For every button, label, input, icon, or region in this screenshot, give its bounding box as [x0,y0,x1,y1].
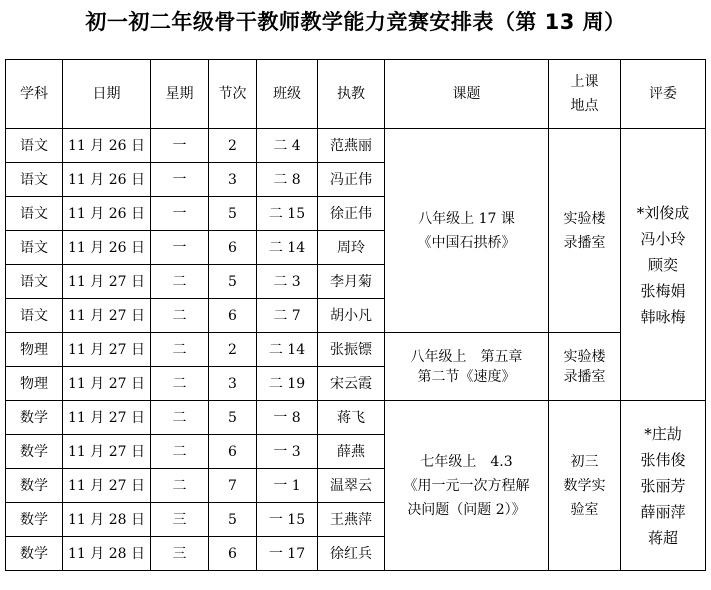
cell-subject: 语文 [6,197,63,231]
judge-name: 冯小玲 [640,229,686,248]
cell-teacher: 徐正伟 [318,197,385,231]
physics-location-line1: 实验楼 [563,348,606,365]
judge-name: 顾奕 [647,255,678,274]
chinese-topic-line2: 《中国石拱桥》 [417,234,516,251]
judge-name: 张伟俊 [640,450,686,469]
cell-weekday: 三 [151,503,209,537]
math-topic-line1: 七年级上 4.3 [420,453,513,470]
cell-teacher: 王燕萍 [318,503,385,537]
math-location-line1: 初三 [570,453,599,470]
cell-teacher: 胡小凡 [318,299,385,333]
chinese-location [549,129,621,333]
cell-class: 一 17 [257,537,318,571]
cell-subject: 语文 [6,231,63,265]
cell-weekday: 一 [151,231,209,265]
math-topic-line3: 决问题（问题 2）》 [407,501,526,518]
physics-location-line2: 录播室 [563,368,606,385]
header-topic: 课题 [385,60,549,129]
cell-period: 6 [209,299,257,333]
cell-period: 3 [209,367,257,401]
header-period: 节次 [209,60,257,129]
chinese-topic-line1: 八年级上 17 课 [418,210,515,227]
math-location-line3: 验室 [570,501,599,518]
chinese-location-line2: 录播室 [563,234,606,251]
cell-date: 11 月 27 日 [63,333,151,367]
header-weekday: 星期 [151,60,209,129]
cell-subject: 语文 [6,129,63,163]
cell-subject: 数学 [6,537,63,571]
cell-teacher: 徐红兵 [318,537,385,571]
judge-name: 张梅娟 [640,281,686,300]
cell-class: 二 15 [257,197,318,231]
cell-period: 7 [209,469,257,503]
physics-topic-line2: 第二节《速度》 [417,368,516,385]
cell-period: 5 [209,197,257,231]
cell-teacher: 范燕丽 [318,129,385,163]
cell-teacher: 蒋飞 [318,401,385,435]
physics-topic-line1: 八年级上 第五章 [410,348,523,365]
header-teacher: 执教 [318,60,385,129]
cell-period: 5 [209,401,257,435]
cell-date: 11 月 26 日 [63,129,151,163]
cell-teacher: 周玲 [318,231,385,265]
cell-date: 11 月 28 日 [63,537,151,571]
cell-date: 11 月 26 日 [63,197,151,231]
header-location-line2: 地点 [570,98,599,114]
cell-class: 二 14 [257,333,318,367]
page-title: 初一初二年级骨干教师教学能力竞赛安排表（第 13 周） [85,10,626,34]
cell-teacher: 薛燕 [318,435,385,469]
cell-weekday: 二 [151,435,209,469]
table-row [6,333,706,367]
cell-weekday: 二 [151,333,209,367]
math-topic [385,401,549,571]
cell-subject: 物理 [6,367,63,401]
math-topic-line2: 《用一元一次方程解 [403,477,530,494]
cell-period: 3 [209,163,257,197]
physics-topic [385,333,549,401]
header-location-line1: 上课 [570,74,599,90]
cell-period: 2 [209,333,257,367]
cell-teacher: 温翠云 [318,469,385,503]
cell-weekday: 二 [151,299,209,333]
cell-subject: 语文 [6,163,63,197]
math-location [549,401,621,571]
judge-name: *庄劼 [644,424,682,443]
cell-class: 一 15 [257,503,318,537]
judge-name: 薛丽萍 [640,502,686,521]
header-location [549,60,621,129]
cell-class: 二 7 [257,299,318,333]
chinese-topic [385,129,549,333]
cell-subject: 物理 [6,333,63,367]
cell-teacher: 宋云霞 [318,367,385,401]
cell-weekday: 三 [151,537,209,571]
cell-period: 2 [209,129,257,163]
cell-date: 11 月 27 日 [63,367,151,401]
header-judges: 评委 [621,60,706,129]
cell-weekday: 一 [151,197,209,231]
cell-weekday: 一 [151,163,209,197]
judge-name: *刘俊成 [636,203,690,222]
cell-date: 11 月 26 日 [63,231,151,265]
judge-name: 韩咏梅 [640,307,686,326]
cell-weekday: 二 [151,469,209,503]
cell-date: 11 月 27 日 [63,435,151,469]
cell-class: 二 4 [257,129,318,163]
cell-subject: 数学 [6,503,63,537]
cell-teacher: 张振镖 [318,333,385,367]
cell-class: 一 1 [257,469,318,503]
cell-weekday: 二 [151,401,209,435]
cell-class: 二 8 [257,163,318,197]
cell-weekday: 二 [151,367,209,401]
table-row [6,129,706,163]
cell-subject: 数学 [6,435,63,469]
cell-weekday: 一 [151,129,209,163]
chinese-location-line1: 实验楼 [563,210,606,227]
cell-class: 二 14 [257,231,318,265]
table-row [6,401,706,435]
header-date: 日期 [63,60,151,129]
header-row [6,60,706,129]
cell-class: 二 19 [257,367,318,401]
judge-name: 张丽芳 [640,476,686,495]
cell-period: 5 [209,503,257,537]
cell-class: 一 3 [257,435,318,469]
judge-name: 蒋超 [647,528,678,547]
cell-subject: 数学 [6,401,63,435]
cell-date: 11 月 27 日 [63,469,151,503]
header-class: 班级 [257,60,318,129]
cell-date: 11 月 28 日 [63,503,151,537]
cell-subject: 语文 [6,299,63,333]
header-subject: 学科 [6,60,63,129]
cell-class: 一 8 [257,401,318,435]
schedule-table [5,59,706,571]
cell-period: 6 [209,231,257,265]
physics-location [549,333,621,401]
cell-date: 11 月 27 日 [63,265,151,299]
cell-date: 11 月 27 日 [63,401,151,435]
cell-period: 6 [209,435,257,469]
cell-period: 5 [209,265,257,299]
science-judges [621,401,706,571]
chinese-judges [621,129,706,401]
cell-subject: 语文 [6,265,63,299]
cell-weekday: 二 [151,265,209,299]
math-location-line2: 数学实 [563,477,606,494]
cell-period: 6 [209,537,257,571]
cell-class: 二 3 [257,265,318,299]
cell-subject: 数学 [6,469,63,503]
cell-date: 11 月 26 日 [63,163,151,197]
cell-date: 11 月 27 日 [63,299,151,333]
cell-teacher: 冯正伟 [318,163,385,197]
cell-teacher: 李月菊 [318,265,385,299]
